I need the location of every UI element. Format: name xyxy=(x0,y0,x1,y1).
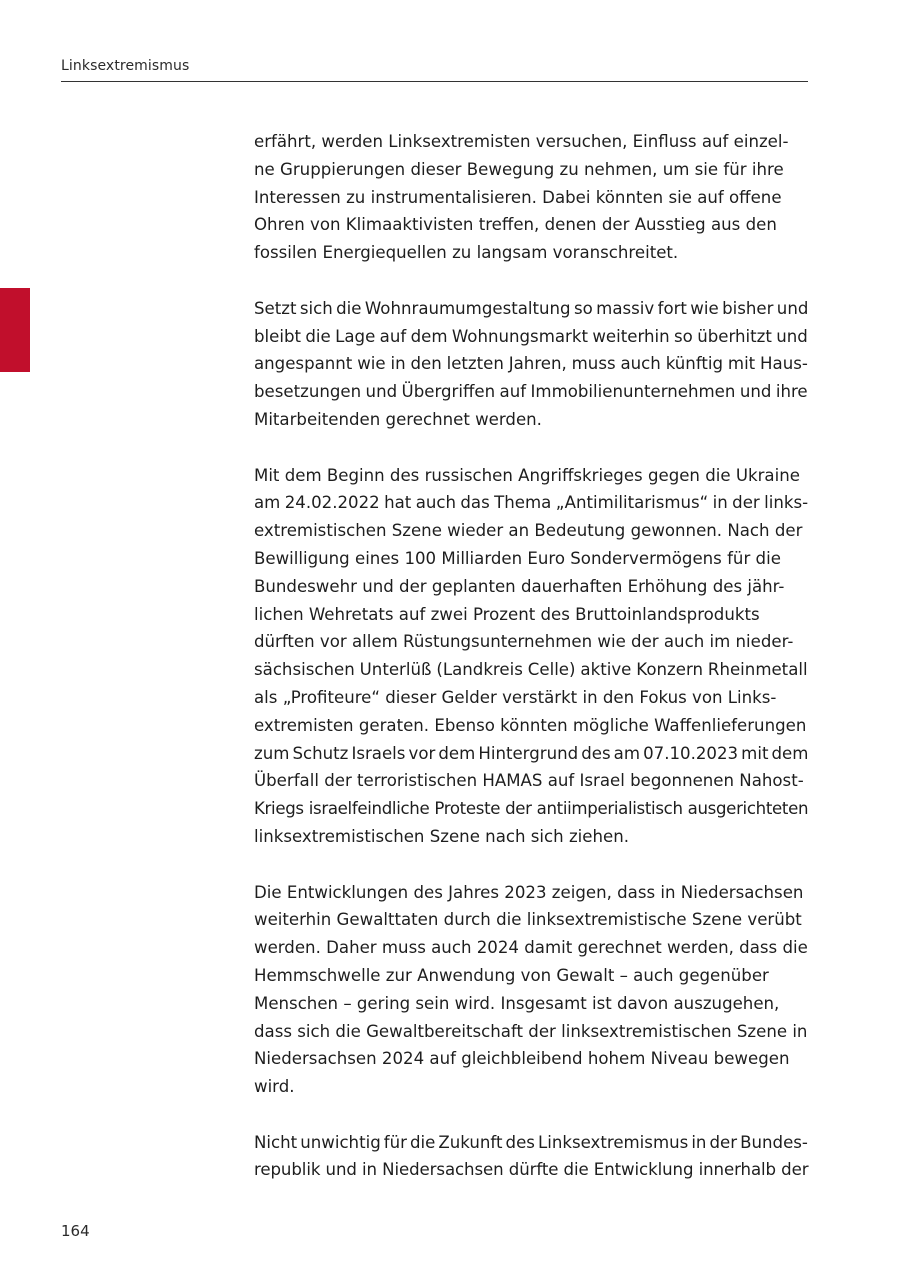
text-line: extremistischen Szene wieder an Bedeutung gewonnen. Nach der xyxy=(254,521,803,541)
text-line: erfährt, werden Linksextremisten versuchen, Einfluss auf einzel- xyxy=(254,132,789,151)
text-line: extremisten geraten. Ebenso könnten mögliche Waffenlieferungen xyxy=(254,715,807,735)
text-line: republik und in Niedersachsen dürfte die Entwicklung innerhalb der xyxy=(254,1160,809,1180)
text-line: Ohren von Klimaaktivisten treffen, denen der Ausstieg aus den xyxy=(254,215,777,235)
text-line: Kriegs israelfeindliche Proteste der antiimperialistisch ausgerichteten xyxy=(254,799,809,819)
paragraph xyxy=(254,295,808,434)
text-line: Nicht unwichtig für die Zukunft des Linksextremismus in der Bundes- xyxy=(254,1132,808,1152)
text-line: dürften vor allem Rüstungsunternehmen wie der auch im nieder- xyxy=(254,632,794,652)
text-line: fossilen Energiequellen zu langsam voranschreitet. xyxy=(254,243,679,263)
text-line: Überfall der terroristischen HAMAS auf Israel begonnenen Nahost- xyxy=(254,771,804,791)
page-number: 164 xyxy=(61,1222,90,1240)
body-text xyxy=(254,128,808,1212)
text-line: Menschen – gering sein wird. Insgesamt ist davon auszugehen, xyxy=(254,993,780,1013)
running-header-title: Linksextremismus xyxy=(61,58,190,74)
text-line: Bundeswehr und der geplanten dauerhaften Erhöhung des jähr- xyxy=(254,576,785,596)
header-rule xyxy=(61,81,808,82)
paragraph xyxy=(254,128,808,267)
text-line: Setzt sich die Wohnraumumgestaltung so massiv fort wie bisher und xyxy=(254,298,809,318)
text-line: Mit dem Beginn des russischen Angriffskrieges gegen die Ukraine xyxy=(254,465,800,485)
text-line: als „Profiteure“ dieser Gelder verstärkt in den Fokus von Links- xyxy=(254,687,777,707)
text-line: angespannt wie in den letzten Jahren, muss auch künftig mit Haus- xyxy=(254,354,808,374)
text-line: zum Schutz Israels vor dem Hintergrund des am 07.10.2023 mit dem xyxy=(254,743,809,763)
paragraph xyxy=(254,1129,808,1185)
text-line: dass sich die Gewaltbereitschaft der linksextremistischen Szene in xyxy=(254,1021,808,1041)
text-line: besetzungen und Übergriffen auf Immobilienunternehmen und ihre xyxy=(254,382,808,402)
text-line: Mitarbeitenden gerechnet werden. xyxy=(254,409,542,429)
text-line: lichen Wehretats auf zwei Prozent des Bruttoinlandsprodukts xyxy=(254,604,760,624)
text-line: linksextremistischen Szene nach sich ziehen. xyxy=(254,826,629,846)
text-line: bleibt die Lage auf dem Wohnungsmarkt weiterhin so überhitzt und xyxy=(254,326,808,346)
text-line: wird. xyxy=(254,1077,295,1097)
text-line: ne Gruppierungen dieser Bewegung zu nehmen, um sie für ihre xyxy=(254,159,784,179)
text-line: am 24.02.2022 hat auch das Thema „Antimilitarismus“ in der links- xyxy=(254,493,809,513)
text-line: Die Entwicklungen des Jahres 2023 zeigen, dass in Niedersachsen xyxy=(254,882,804,902)
text-line: werden. Daher muss auch 2024 damit gerechnet werden, dass die xyxy=(254,938,808,958)
text-line: Niedersachsen 2024 auf gleichbleibend hohem Niveau bewegen xyxy=(254,1049,790,1069)
paragraph xyxy=(254,879,808,1101)
text-line: Hemmschwelle zur Anwendung von Gewalt – auch gegenüber xyxy=(254,965,769,985)
text-line: sächsischen Unterlüß (Landkreis Celle) aktive Konzern Rheinmetall xyxy=(254,660,808,680)
paragraph xyxy=(254,462,808,851)
text-line: weiterhin Gewalttaten durch die linksextremistische Szene verübt xyxy=(254,910,802,930)
chapter-marker-tab xyxy=(0,288,30,372)
text-line: Bewilligung eines 100 Milliarden Euro Sondervermögens für die xyxy=(254,548,781,568)
text-line: Interessen zu instrumentalisieren. Dabei könnten sie auf offene xyxy=(254,187,782,207)
